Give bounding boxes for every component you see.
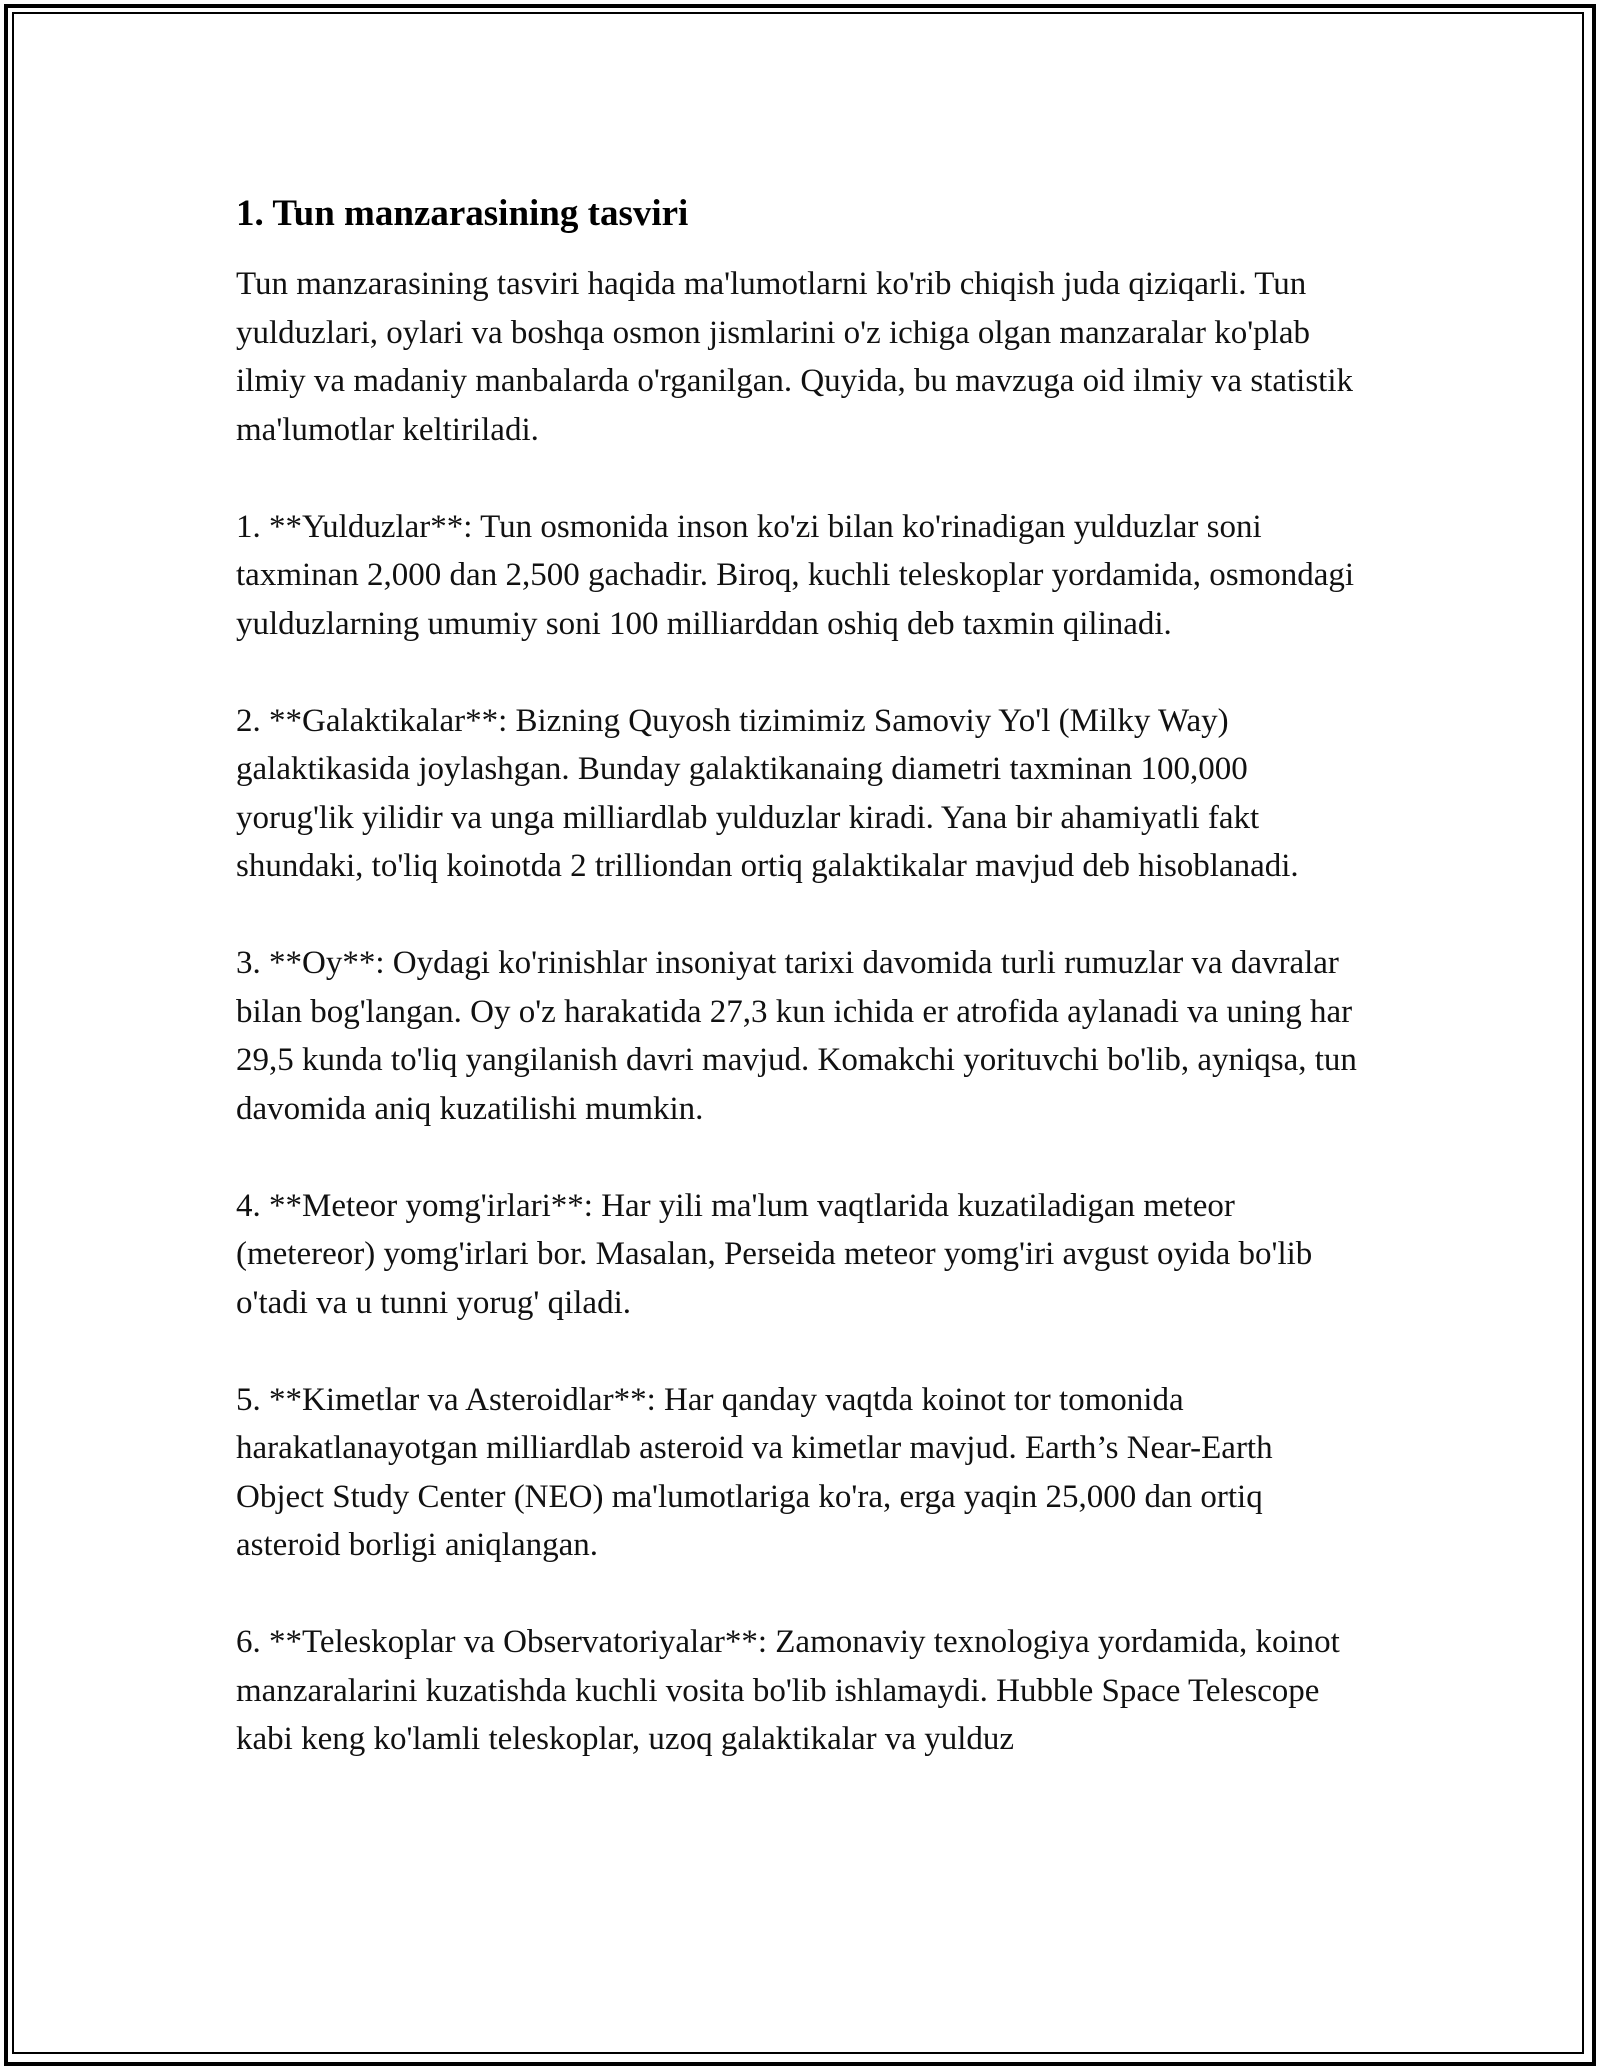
section-heading: 1. Tun manzarasining tasviri — [236, 193, 689, 234]
intro-paragraph: Tun manzarasining tasviri haqida ma'lumotlarni ko'rib chiqish juda qiziqarli. Tun yulduzlari, oylari va boshqa osmon jismlarini o'z ichiga olgan manzaralar ko'plab ilmiy va madaniy manbalarda o'rganilgan. Quyida, bu mavzuga oid ilmiy va statistik ma'lumotlar keltiriladi. — [236, 266, 1354, 448]
list-item-teleskoplar: 6. **Teleskoplar va Observatoriyalar**: Zamonaviy texnologiya yordamida, koinot manzaralarini kuzatishda kuchli vosita bo'lib ishlamaydi. Hubble Space Telescope kabi keng ko'lamli teleskoplar, uzoq galaktikalar va yulduz — [236, 1624, 1340, 1757]
list-item-meteor: 4. **Meteor yomg'irlari**: Har yili ma'lum vaqtlarida kuzatiladigan meteor (metereor) yomg'irlari bor. Masalan, Perseida meteor yomg'iri avgust oyida bo'lib o'tadi va u tunni yorug' qiladi. — [236, 1187, 1313, 1321]
document-body — [236, 190, 1366, 1812]
list-item-galaktikalar: 2. **Galaktikalar**: Bizning Quyosh tizimimiz Samoviy Yo'l (Milky Way) galaktikasida joylashgan. Bunday galaktikanaing diametri taxminan 100,000 yorug'lik yilidir va unga milliardlab yulduzlar kiradi. Yana bir ahamiyatli fakt shundaki, to'liq koinotda 2 trilliondan ortiq galaktikalar mavjud deb hisoblanadi. — [236, 702, 1299, 884]
list-item-kimetlar: 5. **Kimetlar va Asteroidlar**: Har qanday vaqtda koinot tor tomonida harakatlanayotgan milliardlab asteroid va kimetlar mavjud. Earth’s Near-Earth Object Study Center (NEO) ma'lumotlariga ko'ra, erga yaqin 25,000 dan ortiq asteroid borligi aniqlangan. — [236, 1381, 1273, 1563]
list-item-yulduzlar: 1. **Yulduzlar**: Tun osmonida inson ko'zi bilan ko'rinadigan yulduzlar soni taxminan 2,000 dan 2,500 gachadir. Biroq, kuchli teleskoplar yordamida, osmondagi yulduzlarning umumiy soni 100 milliarddan oshiq deb taxmin qilinadi. — [236, 508, 1355, 642]
list-item-oy: 3. **Oy**: Oydagi ko'rinishlar insoniyat tarixi davomida turli rumuzlar va davralar bilan bog'langan. Oy o'z harakatida 27,3 kun ichida er atrofida aylanadi va uning har 29,5 kunda to'liq yangilanish davri mavjud. Komakchi yorituvchi bo'lib, ayniqsa, tun davomida aniq kuzatilishi mumkin. — [236, 945, 1357, 1127]
